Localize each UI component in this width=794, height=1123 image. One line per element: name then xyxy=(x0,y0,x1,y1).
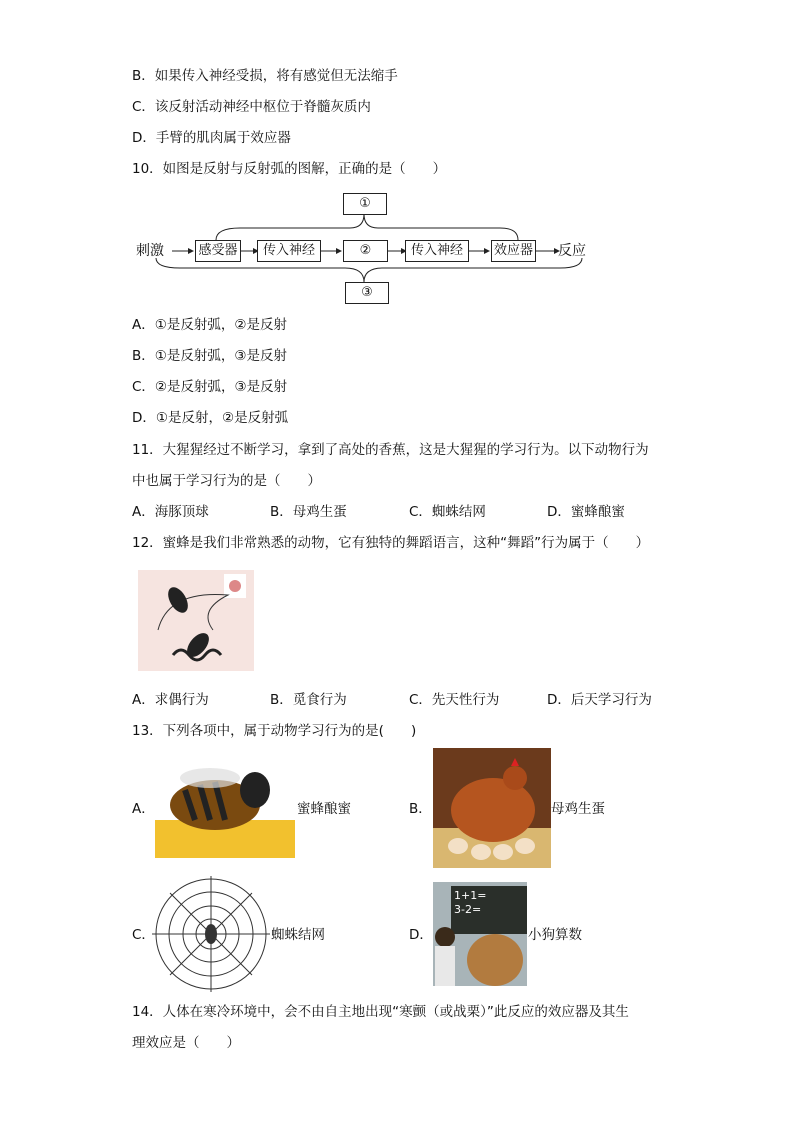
q13-option-d-label: 小狗算数 xyxy=(528,927,582,943)
q12-option-b: B．觅食行为 xyxy=(270,692,347,708)
spider-web-image xyxy=(152,876,270,992)
q14-stem-line2: 理效应是（ ） xyxy=(132,1035,240,1051)
diagram-effector: 效应器 xyxy=(491,240,536,262)
q10-option-b: B．①是反射弧，③是反射 xyxy=(132,348,287,364)
q10-stem: 10．如图是反射与反射弧的图解，正确的是（ ） xyxy=(132,161,447,177)
q13-option-b-label: 母鸡生蛋 xyxy=(551,801,605,817)
q14-stem-line1: 14．人体在寒冷环境中，会不由自主地出现“寒颤（或战栗）”此反应的效应器及其生 xyxy=(132,1004,629,1020)
q10-option-c: C．②是反射弧，③是反射 xyxy=(132,379,288,395)
q13-option-c-label: 蜘蛛结网 xyxy=(271,927,325,943)
q11-option-b: B．母鸡生蛋 xyxy=(270,504,347,520)
q10-option-d: D．①是反射，②是反射弧 xyxy=(132,410,289,426)
bee-honey-image xyxy=(155,760,295,858)
q11-stem-line2: 中也属于学习行为的是（ ） xyxy=(132,473,321,489)
diagram-box-1: ① xyxy=(343,193,387,215)
bee-dance-image xyxy=(138,570,254,671)
q11-option-a: A．海豚顶球 xyxy=(132,504,209,520)
diagram-response: 反应 xyxy=(558,243,586,259)
q12-option-d: D．后天学习行为 xyxy=(547,692,652,708)
reflex-arc-diagram xyxy=(0,0,794,310)
diagram-box-2: ② xyxy=(343,240,388,262)
q13-option-d-letter: D． xyxy=(409,927,433,943)
hen-eggs-image xyxy=(433,748,551,868)
q13-option-a-letter: A． xyxy=(132,801,155,817)
q12-option-a: A．求偶行为 xyxy=(132,692,209,708)
q11-stem-line1: 11．大猩猩经过不断学习，拿到了高处的香蕉，这是大猩猩的学习行为。以下动物行为 xyxy=(132,442,649,458)
q9-option-c: C．该反射活动神经中枢位于脊髓灰质内 xyxy=(132,99,371,115)
diagram-receptor: 感受器 xyxy=(195,240,241,262)
q11-option-c: C．蜘蛛结网 xyxy=(409,504,486,520)
chalkboard-text: 1+1= 3-2= xyxy=(451,886,527,934)
diagram-lines xyxy=(0,0,794,310)
q9-option-b: B．如果传入神经受损，将有感觉但无法缩手 xyxy=(132,68,398,84)
diagram-box-3: ③ xyxy=(345,282,389,304)
q12-stem: 12．蜜蜂是我们非常熟悉的动物，它有独特的舞蹈语言，这种“舞蹈”行为属于（ ） xyxy=(132,535,650,551)
q13-option-c-letter: C． xyxy=(132,927,155,943)
q13-option-a-label: 蜜蜂酿蜜 xyxy=(297,801,351,817)
q11-option-d: D．蜜蜂酿蜜 xyxy=(547,504,625,520)
diagram-nerve-2: 传入神经 xyxy=(405,240,469,262)
q13-stem: 13．下列各项中，属于动物学习行为的是( ) xyxy=(132,723,417,739)
q10-option-a: A．①是反射弧，②是反射 xyxy=(132,317,287,333)
q9-option-d: D．手臂的肌肉属于效应器 xyxy=(132,130,291,146)
q12-option-c: C．先天性行为 xyxy=(409,692,500,708)
dog-math-image xyxy=(433,882,527,986)
q13-option-b-letter: B． xyxy=(409,801,432,817)
diagram-afferent-nerve: 传入神经 xyxy=(257,240,321,262)
diagram-stimulus: 刺激 xyxy=(136,243,164,259)
